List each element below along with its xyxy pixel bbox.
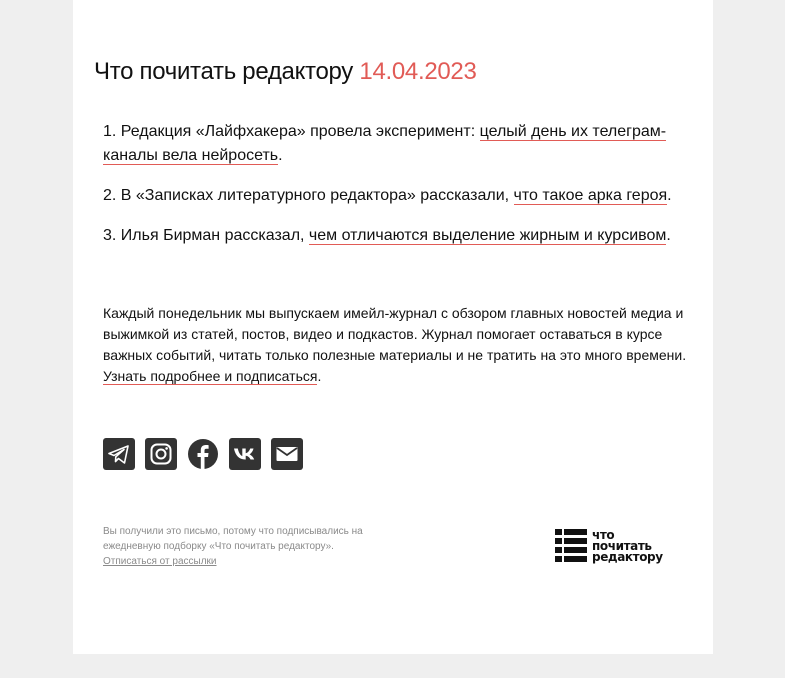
- news-list: [103, 120, 683, 264]
- item-text: 1. Редакция «Лайфхакера» провела эксперимент:: [103, 123, 480, 140]
- logo-line: почитать: [592, 538, 652, 553]
- email-icon[interactable]: [271, 438, 303, 470]
- item-text: 3. Илья Бирман рассказал,: [103, 227, 309, 244]
- telegram-icon[interactable]: [103, 438, 135, 470]
- article-link[interactable]: что такое арка героя: [513, 187, 668, 204]
- footer-note: [103, 524, 393, 569]
- item-suffix: .: [667, 187, 672, 204]
- about-paragraph: [103, 303, 687, 387]
- article-link[interactable]: целый день их телеграм-каналы вела нейросеть: [103, 123, 667, 164]
- list-item: [103, 224, 683, 248]
- list-item: [103, 120, 683, 168]
- logo-wordmark: [592, 527, 663, 564]
- email-card: [73, 0, 713, 654]
- logo-line: что: [592, 527, 615, 542]
- unsubscribe-link[interactable]: Отписаться от рассылки: [103, 556, 217, 567]
- subscribe-link[interactable]: Узнать подробнее и подписаться: [103, 368, 318, 384]
- logo-line: редактору: [592, 549, 663, 564]
- vk-icon[interactable]: [229, 438, 261, 470]
- article-link[interactable]: чем отличаются выделение жирным и курсивом: [308, 227, 667, 244]
- about-suffix: .: [317, 368, 322, 384]
- item-suffix: .: [666, 227, 671, 244]
- social-links: [103, 438, 303, 470]
- title-text: Что почитать редактору: [94, 58, 354, 85]
- instagram-icon[interactable]: [145, 438, 177, 470]
- about-text: Каждый понедельник мы выпускаем имейл-журнал с обзором главных новостей медиа и выжимкой из статей, постов, видео и подкастов. Журнал помогает оставаться в курсе важных событий, читать только полезные материалы и не тратить на это много времени.: [103, 305, 687, 363]
- list-item: [103, 184, 683, 208]
- item-suffix: .: [278, 147, 283, 164]
- item-text: 2. В «Записках литературного редактора» рассказали,: [103, 187, 514, 204]
- logo: [555, 528, 685, 564]
- facebook-icon[interactable]: [187, 438, 219, 470]
- page-title: [94, 58, 477, 86]
- logo-mark-icon: [555, 529, 587, 563]
- issue-date: 14.04.2023: [359, 58, 477, 85]
- footer-text: Вы получили это письмо, потому что подписывались на ежедневную подборку «Что почитать редактору».: [103, 526, 363, 552]
